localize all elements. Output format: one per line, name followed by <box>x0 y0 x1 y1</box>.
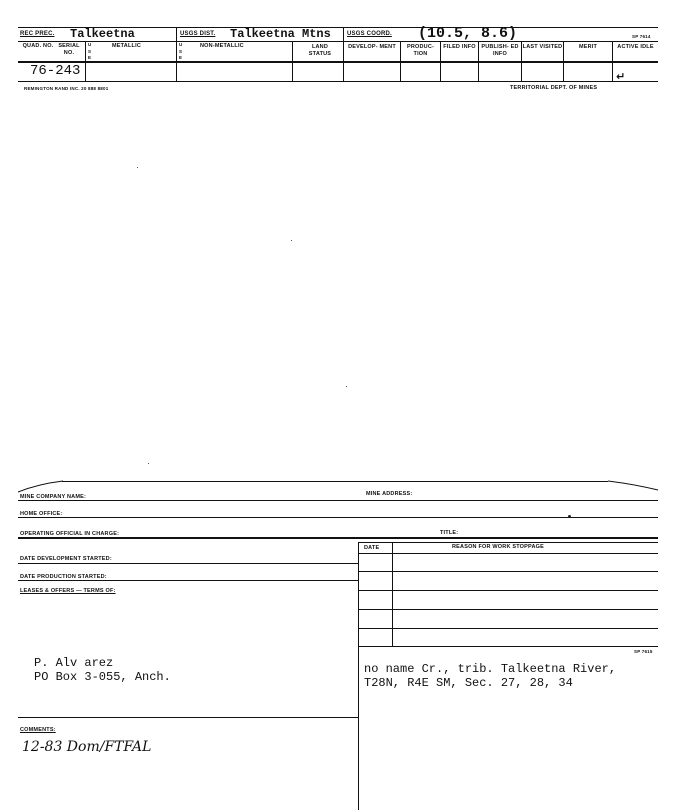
production-label: PRODUC- TION <box>406 44 435 57</box>
top-rule-4 <box>18 81 658 82</box>
rule-prod-started <box>18 580 358 581</box>
reason-label: REASON FOR WORK STOPPAGE <box>452 544 544 550</box>
nonmetallic-use-label: U S E <box>179 42 183 60</box>
usgs-dist-label: USGS DIST. <box>180 31 216 37</box>
ink-dot <box>568 515 571 518</box>
location-line-2: T28N, R4E SM, Sec. 27, 28, 34 <box>364 676 573 690</box>
rule-dev-started <box>18 563 358 564</box>
quad-label: QUAD. NO. <box>22 43 54 49</box>
active-idle-mark-icon: ↵ <box>616 70 626 83</box>
form-number-top: SP 7614 <box>632 34 651 39</box>
form-number-bottom: SP 7615 <box>634 649 653 654</box>
rule-table-bottom <box>358 646 658 647</box>
active-idle-label: ACTIVE IDLE <box>617 44 654 50</box>
top-rule-2 <box>18 41 658 42</box>
owner-address: PO Box 3-055, Anch. <box>34 670 171 684</box>
last-visited-label: LAST VISITED <box>522 44 563 50</box>
department-label: TERRITORIAL DEPT. OF MINES <box>510 85 598 91</box>
date-production-label: DATE PRODUCTION STARTED: <box>20 574 107 580</box>
mine-address-label: MINE ADDRESS: <box>366 491 413 497</box>
card-top-curve <box>18 478 663 494</box>
metallic-use-label: U S E <box>88 42 92 60</box>
usgs-dist-value: Talkeetna Mtns <box>230 27 331 41</box>
rule-table-row2 <box>358 590 658 591</box>
date-development-label: DATE DEVELOPMENT STARTED: <box>20 556 112 562</box>
owner-name: P. Alv arez <box>34 656 114 670</box>
speck <box>291 240 292 241</box>
rule-table-row1 <box>358 571 658 572</box>
usgs-coord-value: (10.5, 8.6) <box>418 25 518 42</box>
center-divider <box>358 542 359 810</box>
rule-table-head <box>358 553 658 554</box>
development-label: DEVELOP- MENT <box>348 44 396 50</box>
speck <box>148 463 149 464</box>
nonmetallic-label: NON-METALLIC <box>200 43 244 49</box>
date-column-divider <box>392 542 393 646</box>
rec-prec-value: Talkeetna <box>70 27 135 41</box>
title-label: TITLE: <box>440 530 459 536</box>
rule-company <box>18 500 658 501</box>
date-column-label: DATE <box>364 545 380 551</box>
rule-table-top <box>358 542 658 543</box>
quad-serial-value: 76-243 <box>30 63 81 79</box>
home-office-label: HOME OFFICE: <box>20 511 63 517</box>
printer-note: REMINGTON RAND INC. 20 888 8801 <box>24 86 109 91</box>
rule-comments <box>18 717 358 718</box>
merit-label: MERIT <box>578 44 598 50</box>
top-vline-4 <box>292 41 293 81</box>
serial-label: SERIAL NO. <box>58 43 80 56</box>
filed-info-label: FILED INFO <box>443 44 476 50</box>
land-status-label: LAND STATUS <box>308 44 332 57</box>
top-vline-3 <box>85 41 86 81</box>
speck <box>137 167 138 168</box>
usgs-coord-label: USGS COORD. <box>347 31 392 37</box>
leases-label: LEASES & OFFERS — TERMS OF: <box>20 588 116 594</box>
comments-label: COMMENTS: <box>20 727 56 733</box>
rule-official <box>18 537 658 539</box>
rec-prec-label: REC PREC. <box>20 31 55 37</box>
metallic-label: METALLIC <box>112 43 141 49</box>
top-rule-3 <box>18 61 658 63</box>
comments-value: 12-83 Dom/FTFAL <box>22 739 152 755</box>
location-line-1: no name Cr., trib. Talkeetna River, <box>364 662 617 676</box>
rule-table-row4 <box>358 628 658 629</box>
rule-table-row3 <box>358 609 658 610</box>
operating-official-label: OPERATING OFFICIAL IN CHARGE: <box>20 531 120 537</box>
top-vline-2 <box>343 27 344 81</box>
top-vline-1 <box>176 27 177 81</box>
mine-company-label: MINE COMPANY NAME: <box>20 494 87 500</box>
speck <box>346 386 347 387</box>
published-info-label: PUBLISH- ED INFO <box>481 44 519 57</box>
rule-home-office <box>18 517 658 518</box>
